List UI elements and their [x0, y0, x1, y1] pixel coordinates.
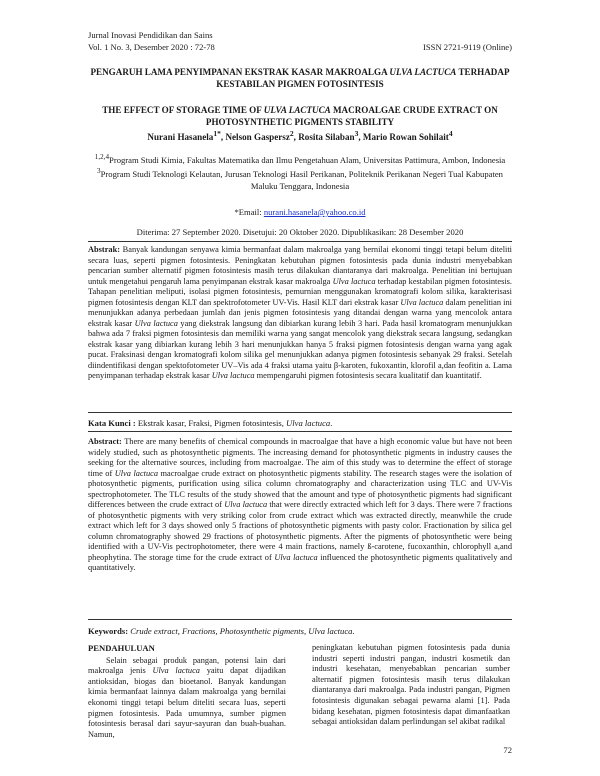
title-species: ULVA LACTUCA [389, 67, 457, 77]
affiliation: $^3$Program Studi Teknologi Kelautan, Jurusan Teknologi Hasil Perikanan, Politeknik Perikanan Negeri Tual Kabupaten Maluku Tenggara, Indonesia [97, 167, 503, 191]
divider [88, 412, 512, 413]
title-species: ULVA LACTUCA [263, 105, 331, 115]
section-heading: PENDAHULUAN [88, 643, 155, 653]
body-column-right [312, 643, 510, 728]
author-name: Rosita Silaban [298, 132, 355, 143]
divider [88, 431, 512, 432]
page-number: 72 [503, 745, 512, 755]
issn: ISSN 2721-9119 (Online) [423, 42, 512, 52]
affiliation: $^{1,2,4}$Program Studi Kimia, Fakultas Matematika dan Ilmu Pengetahuan Alam, Universitas Pattimura, Ambon, Indonesia [94, 153, 506, 165]
divider [88, 619, 512, 620]
kata-kunci: Kata Kunci : Ekstrak kasar, Fraksi, Pigmen fotosintesis, Ulva lactuca. [88, 418, 333, 428]
abstract-english: Abstract: There are many benefits of chemical compounds in macroalgae that have a high economic value but have not been widely studied, such as photosynthetic pigments. The increasing demand for photosynthetic pigments in industry causes the seeking for the alternative sources, including from macroalgae. The aim of this study was to determine the effect of storage time of Ulva lactuca macroalgae crude extract on photosynthetic pigments stability. The research stages were the isolation of photosynthetic pigments, purification using silica column chromatography and characterization using TLC and UV-Vis spectrophotometer. The TLC results of the study showed that the amount and type of photosynthetic pigments had significant differences between the crude extract of Ulva lactuca that were directly extracted which left for 3 days. There were 7 fractions of photosynthetic pigments with very striking color from crude extract which was extracted directly, meanwhile the crude extract which left for 3 days showed only 5 fractions of photosynthetic pigments with pasty color. Fractionation by silica gel column chromatography showed 29 fractions of photosynthetic pigments. After the pigments of photosynthetic were being identified with a UV-Vis pectrophotometer, there were 4 main fractions, namely ß-carotene, fucoxanthin, chlorophyll a,and pheophytina. The storage time for the crude extract of Ulva lactuca influenced the photosynthetic pigments qualitatively and quantitatively. [88, 437, 513, 572]
author-list: Nurani Hasanela$^{1*}$, Nelson Gaspersz$^2$, Rosita Silaban$^3$, Mario Rowan Sohilait$^4$ [147, 129, 453, 143]
affiliations [88, 152, 512, 193]
body-paragraph: Selain sebagai produk pangan, potensi lain dari makroalga jenis Ulva lactuca yaitu dapat dijadikan antioksidan, biogas dan bioetanol. Banyak kandungan kimia bermanfaat lainnya dalam makroalga yang bernilai ekonomi tinggi tetapi belum diteliti secara luas, seperti pigmen fotosintesis. Pada umumnya, sumber pigmen fotosintesis berasal dari sayur-sayuran dan buah-buahan. Namun, [88, 655, 286, 739]
publication-dates: Diterima: 27 September 2020. Disetujui: 20 Oktober 2020. Dipublikasikan: 28 Desember 2020 [136, 227, 464, 237]
journal-header [88, 30, 215, 53]
title-english: THE EFFECT OF STORAGE TIME OF ULVA LACTUCA MACROALGAE CRUDE EXTRACT ON PHOTOSYNTHETIC PIGMENTS STABILITY [102, 105, 498, 127]
author-name: Nelson Gaspersz [225, 132, 290, 143]
journal-name: Jurnal Inovasi Pendidikan dan Sains [88, 30, 213, 40]
journal-volume: Vol. 1 No. 3, Desember 2020 : 72-78 [88, 41, 215, 52]
divider [88, 241, 512, 242]
title-indonesian: PENGARUH LAMA PENYIMPANAN EKSTRAK KASAR MAKROALGA ULVA LACTUCA TERHADAP KESTABILAN PIGMEN FOTOSINTESIS [90, 67, 510, 89]
email-link[interactable]: nurani.hasanela@yahoo.co.id [263, 207, 366, 217]
keywords: Keywords: Crude extract, Fractions, Photosynthetic pigments, Ulva lactuca. [88, 626, 355, 636]
author-name: Nurani Hasanela [147, 132, 214, 143]
correspondence-email: *Email: nurani.hasanela@yahoo.co.id [234, 207, 366, 217]
body-paragraph: peningkatan kebutuhan pigmen fotosintesis pada dunia industri seperti industri pangan, industri kosmetik dan industri kesehatan, menyebabkan pencarian sumber alternatif pigmen fotosintesis masih terus dilakukan diantaranya dari makroalga. Pada industri pangan, Pigmen fotosintesis digunakan sebagai pewarna alami [1]. Pada bidang kesehatan, pigmen fotosintesis dapat dimanfaatkan sebagai antioksidan dalam perlindungan sel akibat radikal [312, 643, 510, 727]
abstrak-indonesian: Abstrak: Banyak kandungan senyawa kimia bermanfaat dalam makroalga yang bernilai ekonomi tinggi tetapi belum diteliti secara luas, seperti pigmen fotosintesis. Peningkatan kebutuhan pigmen fotosintesis pada dunia industri menyebabkan pencarian sumber alternatif pigmen fotosintesis masih terus dilakukan diantaranya dari makroalga. Penelitian ini bertujuan untuk mengetahui pengaruh lama penyimpanan ekstrak kasar makroalga Ulva lactuca terhadap kestabilan pigmen fotosintesis. Tahapan penelitian meliputi, isolasi pigmen fotosintesis, pemurnian menggunakan kromatografi kolom silika, karakterisasi pigmen fotosintesis dengan KLT dan spektrofotometer UV-Vis. Hasil KLT dari ekstrak kasar Ulva lactuca dalam penelitian ini menunjukkan adanya perbedaan jumlah dan jenis pigmen fotosintesis yang ditandai dengan warna yang mencolok antara ekstrak kasar Ulva lactuca yang diekstrak langsung dan dibiarkan kurang lebih 3 hari. Pada hasil kromatogram menunjukkan bahwa ada 7 fraksi pigmen fotosintesis dan memiliki warna yang sangat mencolok yang diekstrak secara langsung, sedangkan ekstrak kasar yang dibiarkan kurang lebih 3 hari menunjukkan hanya 5 fraksi pigmen fotosintesis dengan warna yang agak pucat. Fraksinasi dengan kromatografi kolom silika gel menunjukkan adanya pigmen fotosintesis sebanyak 29 fraksi. Setelah diindentifikasi dengan spektofotometer UV–Vis ada 4 fraksi utama yaitu β-karoten, fukoxantin, klorofil a,dan feofitin a. Lama penyimpanan terhadap ekstrak kasar Ulva lactuca mempengaruhi pigmen fotosintesis secara kualitatif dan kuantitatif. [88, 245, 512, 380]
body-column-left [88, 643, 286, 740]
author-name: Mario Rowan Sohilait [362, 132, 449, 143]
